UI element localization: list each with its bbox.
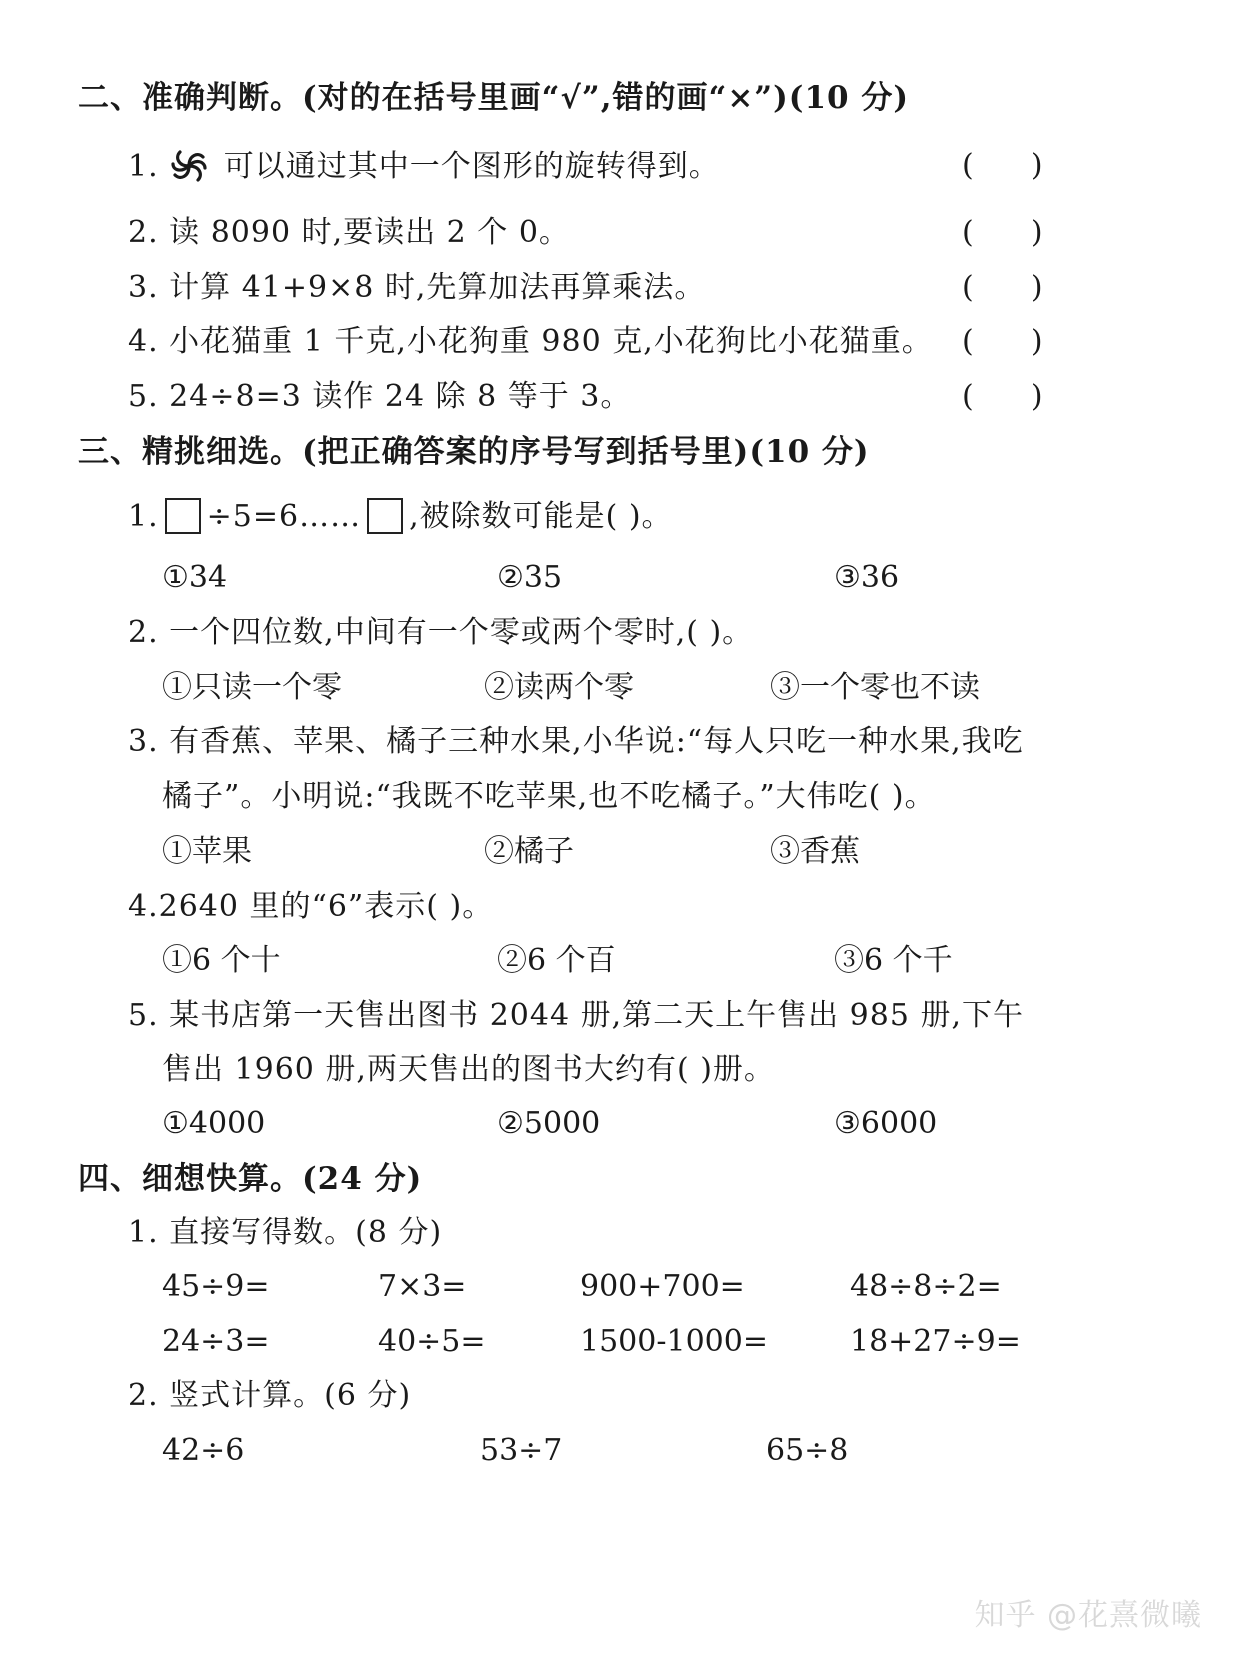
choice-q1 (128, 497, 673, 537)
choice-q2-option-1: ①只读一个零 (162, 670, 342, 705)
oral-calc-2: 7×3= (378, 1269, 467, 1304)
choice-q1-middle: ÷5=6…… (206, 499, 362, 534)
watermark: 知乎 @花熹微曦 (974, 1598, 1202, 1633)
choice-q4: 4.2640 里的“6”表示( )。 (128, 889, 494, 924)
judge-answer-blank-4[interactable]: ( ) (962, 324, 1043, 359)
vertical-calc-3: 65÷8 (766, 1433, 849, 1468)
section-3-title: 三、精挑细选。(把正确答案的序号写到括号里)(10 分) (78, 434, 870, 470)
choice-q3-option-1: ①苹果 (162, 834, 252, 869)
choice-q5-option-2: ②5000 (497, 1106, 601, 1141)
oral-calc-6: 40÷5= (378, 1324, 486, 1359)
judge-item-4-number: 4. (128, 324, 159, 359)
choice-q1-option-3: ③36 (834, 560, 900, 595)
judge-answer-blank-3[interactable]: ( ) (962, 270, 1043, 305)
choice-q4-option-3: ③6 个千 (834, 943, 953, 978)
vertical-calc-heading: 2. 竖式计算。(6 分) (128, 1378, 412, 1413)
choice-q3-option-2: ②橘子 (484, 834, 574, 869)
judge-item-3-text: 计算 41+9×8 时,先算加法再算乘法。 (169, 270, 706, 305)
choice-q5-option-1: ①4000 (162, 1106, 266, 1141)
choice-q1-number: 1. (128, 499, 159, 534)
remainder-blank-box[interactable] (367, 498, 403, 534)
choice-q2-option-2: ②读两个零 (484, 670, 634, 705)
choice-q2-option-3: ③一个零也不读 (770, 670, 980, 705)
judge-item-2-text: 读 8090 时,要读出 2 个 0。 (169, 215, 570, 250)
oral-calc-7: 1500-1000= (580, 1324, 768, 1359)
judge-item-1-text: 可以通过其中一个图形的旋转得到。 (223, 149, 720, 184)
judge-item-2 (128, 213, 570, 253)
choice-q4-option-2: ②6 个百 (497, 943, 616, 978)
judge-item-1 (128, 146, 720, 187)
oral-calc-8: 18+27÷9= (850, 1324, 1021, 1359)
section-4-title: 四、细想快算。(24 分) (78, 1161, 423, 1197)
choice-q3-option-3: ③香蕉 (770, 834, 860, 869)
judge-item-4 (128, 322, 933, 362)
judge-item-4-text: 小花猫重 1 千克,小花狗重 980 克,小花狗比小花猫重。 (169, 324, 933, 359)
judge-item-3-number: 3. (128, 270, 159, 305)
judge-item-5-number: 5. (128, 379, 159, 414)
judge-item-5 (128, 377, 631, 417)
choice-q4-option-1: ①6 个十 (162, 943, 281, 978)
judge-answer-blank-1[interactable]: ( ) (962, 148, 1043, 183)
oral-calc-4: 48÷8÷2= (850, 1269, 1002, 1304)
choice-q5-line-2: 售出 1960 册,两天售出的图书大约有( )册。 (162, 1052, 775, 1087)
judge-item-1-number: 1. (128, 149, 159, 184)
choice-q1-option-2: ②35 (497, 560, 563, 595)
judge-item-5-text: 24÷8=3 读作 24 除 8 等于 3。 (169, 379, 632, 414)
pinwheel-icon (169, 146, 209, 186)
choice-q3-line-2: 橘子”。小明说:“我既不吃苹果,也不吃橘子。”大伟吃( )。 (162, 779, 936, 814)
choice-q5-line-1: 5. 某书店第一天售出图书 2044 册,第二天上午售出 985 册,下午 (128, 998, 1024, 1033)
dividend-blank-box[interactable] (165, 498, 201, 534)
vertical-calc-2: 53÷7 (480, 1433, 563, 1468)
judge-answer-blank-2[interactable]: ( ) (962, 215, 1043, 250)
oral-calc-1: 45÷9= (162, 1269, 270, 1304)
choice-q1-option-1: ①34 (162, 560, 228, 595)
choice-q3-line-1: 3. 有香蕉、苹果、橘子三种水果,小华说:“每人只吃一种水果,我吃 (128, 724, 1024, 759)
choice-q5-option-3: ③6000 (834, 1106, 938, 1141)
judge-answer-blank-5[interactable]: ( ) (962, 379, 1043, 414)
oral-calc-5: 24÷3= (162, 1324, 270, 1359)
oral-calc-heading: 1. 直接写得数。(8 分) (128, 1215, 443, 1250)
vertical-calc-1: 42÷6 (162, 1433, 245, 1468)
judge-item-2-number: 2. (128, 215, 159, 250)
judge-item-3 (128, 268, 705, 308)
oral-calc-3: 900+700= (580, 1269, 745, 1304)
section-2-title: 二、准确判断。(对的在括号里画“√”,错的画“×”)(10 分) (78, 80, 910, 116)
choice-q1-tail: ,被除数可能是( )。 (409, 499, 673, 534)
choice-q2: 2. 一个四位数,中间有一个零或两个零时,( )。 (128, 615, 754, 650)
